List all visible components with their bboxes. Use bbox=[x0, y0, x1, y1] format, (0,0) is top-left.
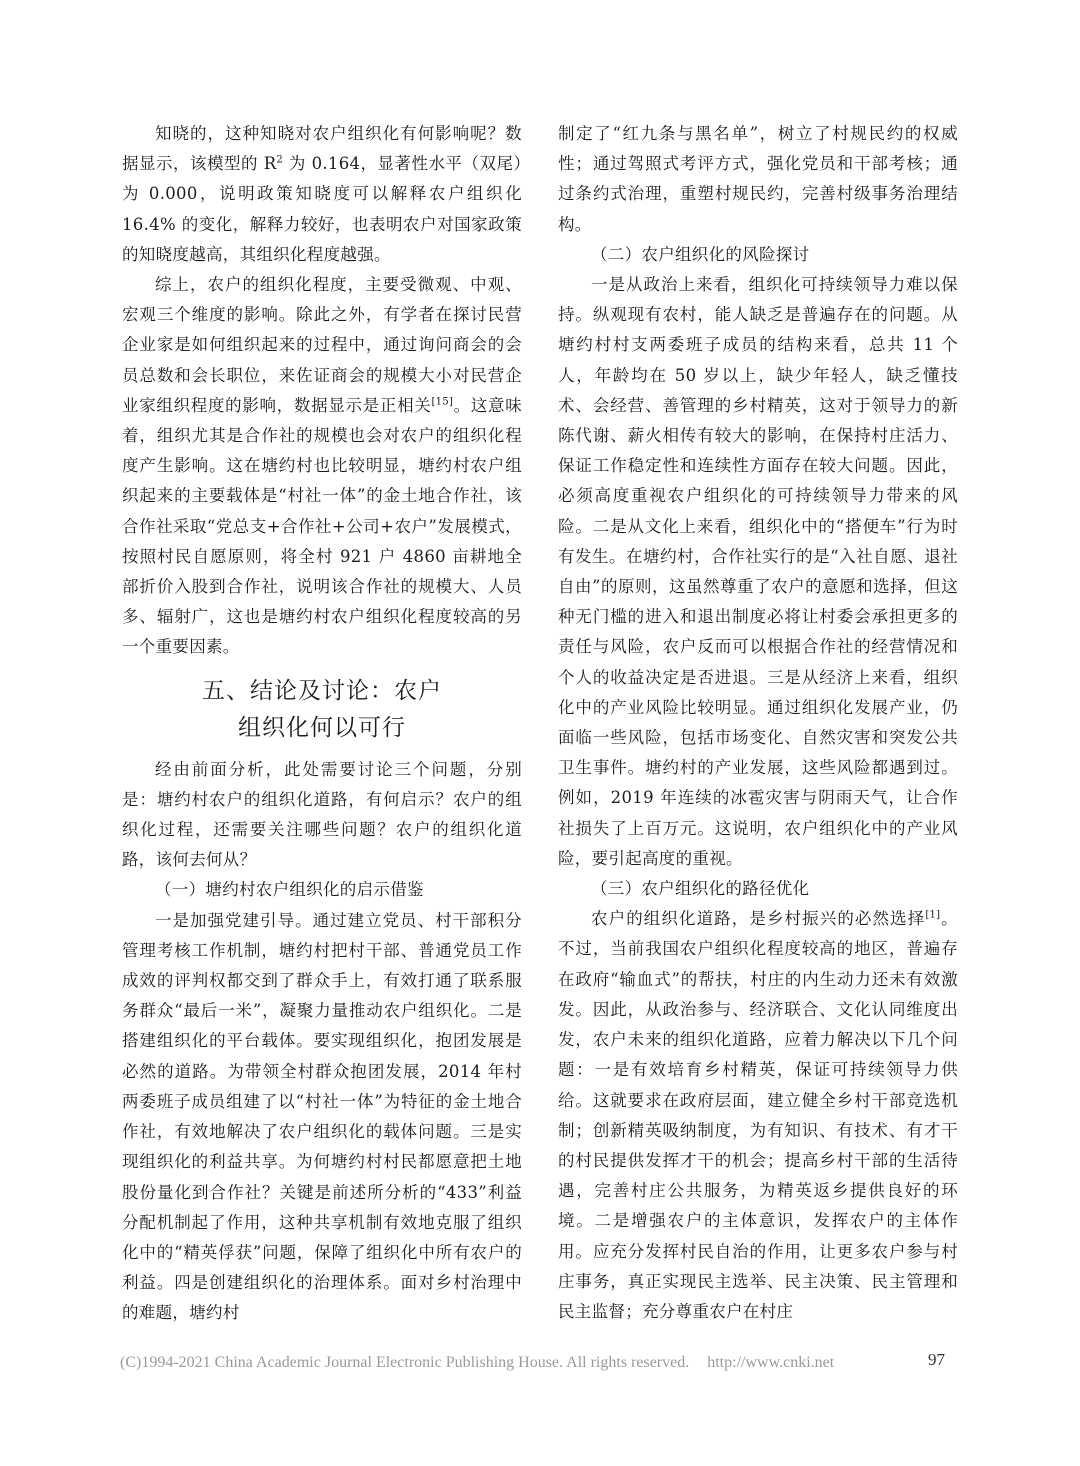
paragraph-text: 知晓的，这种知晓对农户组织化有何影响呢？数据显示，该模型的 R bbox=[122, 124, 522, 174]
copyright-footer bbox=[120, 1354, 960, 1372]
paragraph: 经由前面分析，此处需要讨论三个问题，分别是：塘约村农户的组织化道路，有何启示？农户的组织化过程，还需要关注哪些问题？农户的组织化道路，该何去何从？ bbox=[122, 759, 522, 870]
paragraph bbox=[122, 119, 522, 270]
paragraph-text: 为 0.164，显著性水平（双尾）为 0.000，说明政策知晓度可以解释农户组织化 16.4% 的变化，解释力较好，也表明农户对国家政策的知晓度越高，其组织化程度越强。 bbox=[122, 154, 522, 264]
paragraph-text: 综上，农户的组织化程度，主要受微观、中观、宏观三个维度的影响。除此之外，有学者在探讨民营企业家是如何组织起来的过程中，通过询问商会的会员总数和会长职位，来佐证商会的规模大小对民营企业家组织程度的影响，数据显示是正相关 bbox=[122, 275, 522, 415]
paragraph: 一是加强党建引导。通过建立党员、村干部积分管理考核工作机制，塘约村把村干部、普通党员工作成效的评判权都交到了群众手上，有效打通了联系服务群众“最后一米”，凝聚力量推动农户组织化。二是搭建组织化的平台载体。要实现组织化，抱团发展是必然的道路。为带领全村群众抱团发展，2014 年村两委班子成员组建了以“村社一体”为特征的金土地合作社，有效地解决了农户组织化的载体问题。三是实现组织化的利益共享。为何塘约村村民都愿意把土地股份量化到合作社？关键是前述所分析的“433”利益分配机制起了作用，这种共享机制有效地克服了组织化中的“精英俘获”问题，保障了组织化中所有农户的利益。四是创建组织化的治理体系。面对乡村治理中的难题，塘约村 bbox=[122, 910, 522, 1323]
subheading: （一）塘约村农户组织化的启示借鉴 bbox=[155, 880, 424, 900]
citation-ref: [15] bbox=[431, 396, 454, 408]
right-column bbox=[558, 119, 958, 1327]
paragraph bbox=[558, 904, 958, 1327]
superscript: 2 bbox=[276, 154, 284, 166]
paragraph-text: 农户的组织化道路，是乡村振兴的必然选择 bbox=[591, 909, 926, 929]
paragraph bbox=[122, 270, 522, 663]
paragraph-text: 。这意味着，组织尤其是合作社的规模也会对农户的组织化程度产生影响。这在塘约村也比较明显，塘约村农户组织起来的主要载体是“村社一体”的金土地合作社，该合作社采取“党总支+合作社+公司+农户”发展模式，按照村民自愿原则，将全村 921 户 4860 亩耕地全部折价入股到合作社，说明该合作社的规模大、人员多、辐射广，这也是塘约村农户组织化程度较高的另一个重要因素。 bbox=[122, 395, 522, 657]
subheading: （二）农户组织化的风险探讨 bbox=[591, 244, 810, 264]
citation-ref: [1] bbox=[925, 909, 941, 921]
subheading: （三）农户组织化的路径优化 bbox=[591, 879, 810, 899]
paragraph-text: 。不过，当前我国农户组织化程度较高的地区，普遍存在政府“输血式”的帮扶，村庄的内生动力还未有效激发。因此，从政治参与、经济联合、文化认同维度出发，农户未来的组织化道路，应着力解决以下几个问题：一是有效培育乡村精英，保证可持续领导力供给。这就要求在政府层面，建立健全乡村干部竞选机制；创新精英吸纳制度，为有知识、有技术、有才干的村民提供发挥才干的机会；提高乡村干部的生活待遇，完善村庄公共服务，为精英返乡提供良好的环境。二是增强农户的主体意识，发挥农户的主体作用。应充分发挥村民自治的作用，让更多农户参与村庄事务，真正实现民主选举、民主决策、民主管理和民主监督；充分尊重农户在村庄 bbox=[558, 909, 958, 1321]
page-number: 97 bbox=[928, 1350, 945, 1369]
paragraph: 一是从政治上来看，组织化可持续领导力难以保持。纵观现有农村，能人缺乏是普遍存在的问题。从塘约村村支两委班子成员的结构来看，总共 11 个人，年龄均在 50 岁以上，缺少年轻人，缺乏懂技术、会经营、善管理的乡村精英，这对于领导力的新陈代谢、薪火相传有较大的影响，在保持村庄活力、保证工作稳定性和连续性方面存在较大问题。因此，必须高度重视农户组织化的可持续领导力带来的风险。二是从文化上来看，组织化中的“搭便车”行为时有发生。在塘约村，合作社实行的是“入社自愿、退社自由”的原则，这虽然尊重了农户的意愿和选择，但这种无门槛的进入和退出制度必将让村委会承担更多的责任与风险，农户反而可以根据合作社的经营情况和个人的收益决定是否进退。三是从经济上来看，组织化中的产业风险比较明显。通过组织化发展产业，仍面临一些风险，包括市场变化、自然灾害和突发公共卫生事件。塘约村的产业发展，这些风险都遇到过。例如，2019 年连续的冰雹灾害与阴雨天气，让合作社损失了上百万元。这说明，农户组织化中的产业风险，要引起高度的重视。 bbox=[558, 275, 958, 868]
section-title-line: 五、结论及讨论：农户 bbox=[202, 677, 442, 704]
section-title-line: 组织化何以可行 bbox=[238, 714, 406, 741]
footer-url: http://www.cnki.net bbox=[707, 1354, 835, 1371]
paragraph: 制定了“红九条与黑名单”，树立了村规民约的权威性；通过驾照式考评方式，强化党员和干部考核；通过条约式治理，重塑村规民约，完善村级事务治理结构。 bbox=[558, 124, 958, 234]
section-title bbox=[122, 673, 522, 747]
copyright-text: (C)1994-2021 China Academic Journal Electronic Publishing House. All rights reserved. bbox=[120, 1354, 690, 1371]
left-column bbox=[122, 119, 522, 1329]
